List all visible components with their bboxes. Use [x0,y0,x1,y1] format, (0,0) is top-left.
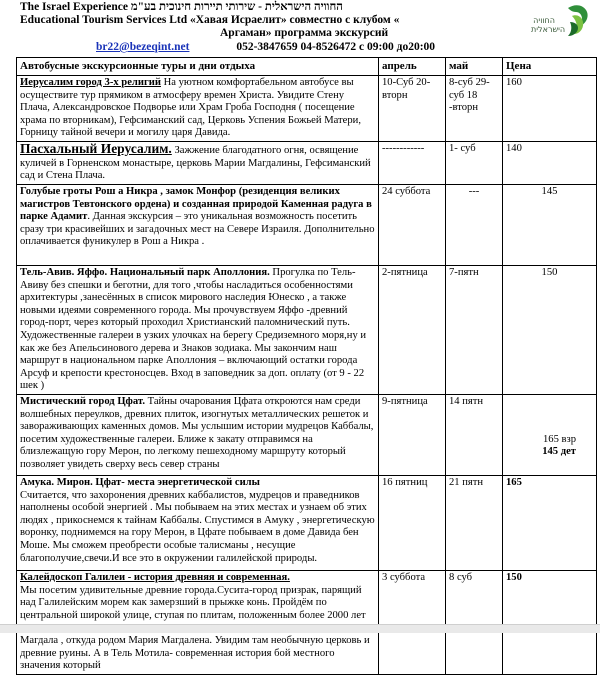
tour-title: Амука. Мирон. Цфат- места энергетической силы [20,476,260,488]
tour-text: Зажжение благодатного огня, освящение куличей в Горненском монастыре, церковь Марии Магдалины, Гефсиманский сад и Стена Плача. [20,144,371,182]
header-may: май [446,58,503,76]
email-link[interactable]: br22@bezeqint.net [96,41,190,53]
table-row [17,184,597,265]
tour-price-cell [503,394,597,475]
tour-price-kids: 145 дет [542,446,576,458]
tour-text: Считается, что захоронения древних каббалистов, мудрецов и праведников наполнены особой энергией . Мы побываем на этих местах и узнаем об этих людях , прикоснемся к тайнам Каббалы. Спустимся в Амуку , энергетическую воронку, поднимемся на гору Мерон, в Цфате побываем в доме Давида бен Моше. Мы сможем преобрести особые талисманы , несущие благополучие,свечи.И все это в окружении галилейской природы. [20,489,375,564]
tour-price: 160 [503,76,597,142]
tour-title: Калейдоскоп Галилеи - история древняя и современная. [20,571,290,583]
tour-title: Тель-Авив. Яффо. Национальный парк Аполлония. [20,266,270,278]
tour-text: Мы посетим удивительные древние города.Сусита-город призрак, парящий над Галилейским морем как замерзший в прыжке конь. Пройдём по центральной широкой улице, ступая по плитам, положенным более 2000 лет Магдала , откуда родом Мария Магдалена. Увидим там необычную церковь и древние руины. А в Тель Мотила- современная история бой местного значения который [20,584,370,672]
phone-numbers: 052-3847659 04-8526472 с 09:00 до20:00 [236,41,436,53]
april-dates: 2-пятница [379,265,446,394]
tours-table [16,57,597,675]
table-row [17,76,597,142]
tour-text: Прогулка по Тель-Авиву без спешки и беготни, для того ,чтобы насладиться особенностями архитектуры ,занесённых в список мирового наследия Юнеско , а также новыми идеями современного города. Мы прочувствуем Яффо -древний город-порт, через который проходил Христианский паломнический путь. Художественные галереи в узких улочках на берегу Средиземного моря,ну и как же без Апельсинового дерева и Знаков зодиака. Мы закончим наш маршрут в национальном парке Аполлония – включающий остатки города Арсуф и крепости крестоносцев. Вход в заповедник за доп. оплату (от 9 - 22 шек ) [20,266,367,392]
may-dates: 7-пятн [446,265,503,394]
tour-price: 165 [503,475,597,570]
company-name-line: The Israel Experience החוויה הישראלית - שירותי תיירות חינוכית בע"מ [20,1,343,13]
april-dates: 24 суббота [379,184,446,265]
letterhead [0,0,600,58]
tour-price-adult: 165 взр [542,433,576,445]
contact-line [96,40,435,54]
tour-text: На уютном комфортабельном автобусе вы осуществите тур прямиком в атмосферу времен Христа. Увидите Стену Плача, Александровское Подворье или Храм Гроба Господня ( посещение храма по вторникам), Гефсиманский сад, Церковь Успения Божьей Матери, Горницу тайной вечери и могилу царя Давида. [20,77,361,139]
april-dates: 9-пятница [379,394,446,475]
may-dates: 21 пятн [446,475,503,570]
may-dates: 14 пятн [446,394,503,475]
tour-description [17,141,379,184]
header-tours: Автобусные экскурсионные туры и дни отдыха [17,58,379,76]
may-dates: --- [446,184,503,265]
header-price: Цена [503,58,597,76]
company-subtitle-line: Educational Tourism Services Ltd «Хавая Исраелит» совместно с клубом « [20,14,400,26]
tour-price: 150 [503,265,597,394]
table-row [17,141,597,184]
tour-description [17,184,379,265]
april-dates: 10-Суб 20-вторн [379,76,446,142]
table-row [17,570,597,674]
april-dates: 3 суббота [379,570,446,674]
april-dates: 16 пятниц [379,475,446,570]
tour-title: Голубые гроты Рош а Никра , замок Монфор (резиденция великих магистров Тевтонского ордена) и созданная природой Каменная радуга в парке Адамит [20,185,372,223]
header-april: апрель [379,58,446,76]
tour-description [17,394,379,475]
tour-title: Мистический город Цфат. [20,395,145,407]
tour-description [17,475,379,570]
tour-text: . Данная экскурсия – это уникальная возможность посетить сразу три красивейших и загадочных мест на Севере Израиля. Дополнительно оплачивается фуникулер в Рош а Никра . [20,211,375,248]
logo-caption: החוויה הישראלית [531,16,566,34]
program-title-line: Аргаман» программа экскурсий [220,27,389,39]
may-dates: 8 суб [446,570,503,674]
tour-description [17,570,379,674]
table-row [17,265,597,394]
tour-price: 145 [503,184,597,265]
tour-description [17,76,379,142]
may-dates: 8-суб 29-суб 18 -вторн [446,76,503,142]
table-row [17,394,597,475]
tour-description [17,265,379,394]
tour-price: 150 [503,570,597,674]
tour-title: Иерусалим город 3-х религий [20,77,161,88]
table-header-row [17,58,597,76]
tour-title: Пасхальный Иерусалим. [20,141,172,156]
table-row [17,475,597,570]
may-dates: 1- суб [446,141,503,184]
tour-text: Тайны очарования Цфата откроются нам среди волшебных переулков, древних плиток, изогнутых металлических решеток и завораживающих каменных домов. Мы услышим истории мудрецов Каббалы, посетим художественные галереи. Ближе к закату отправимся на близлежащую гору Мерон, по легкому пешеходному маршруту который позволяет увидеть сверху весь север страны [20,395,374,470]
april-dates: ------------ [379,141,446,184]
tour-price: 140 [503,141,597,184]
